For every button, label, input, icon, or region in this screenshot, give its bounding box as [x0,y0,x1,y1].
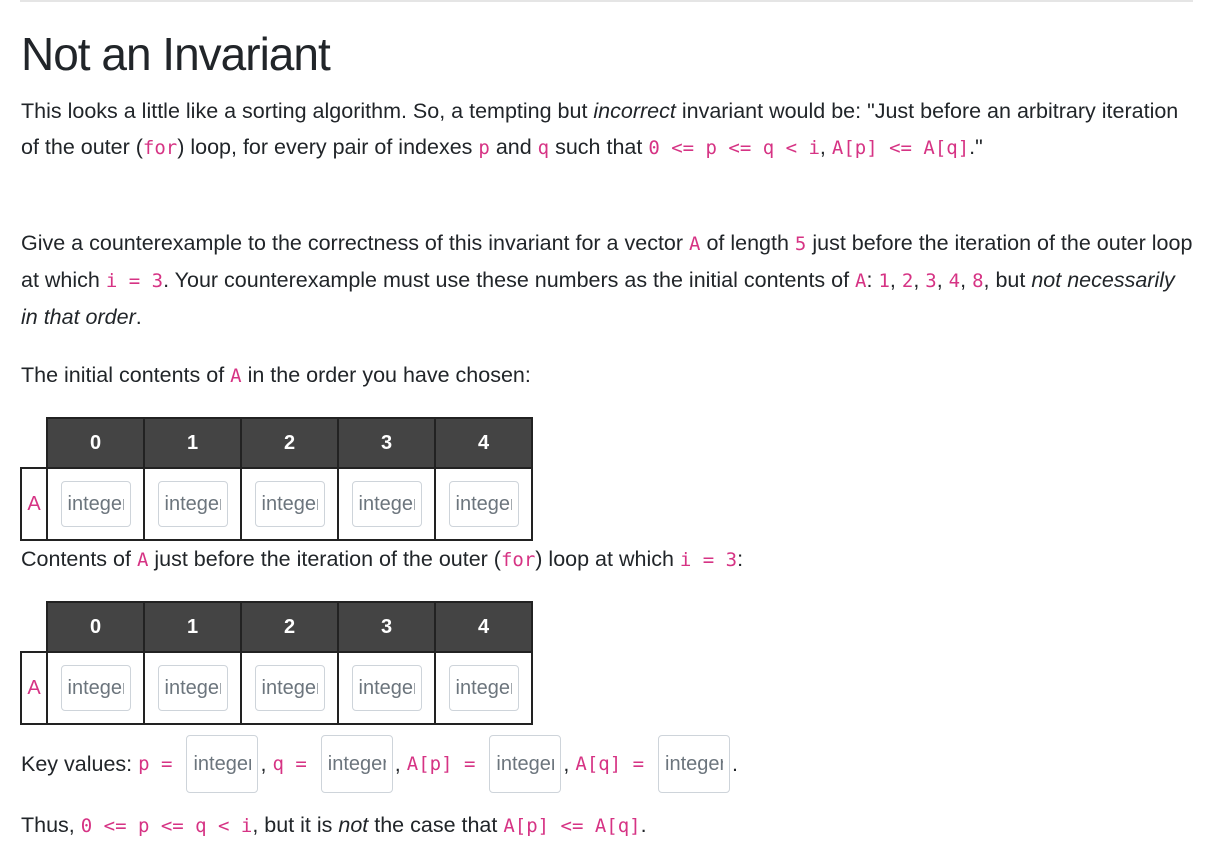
index-header: 1 [144,418,241,468]
row-label: A [21,652,47,724]
aq-label: A[q] = [575,753,645,775]
array-row [21,468,532,540]
conclusion-paragraph: Thus, 0 <= p <= q < i, but it is not the case that A[p] <= A[q]. [21,813,647,837]
before-a3-input[interactable] [352,665,422,711]
initial-a1-input[interactable] [158,481,228,527]
top-rule [20,0,1193,2]
q-label: q = [272,753,307,775]
before-a0-input[interactable] [61,665,131,711]
before-a4-input[interactable] [449,665,519,711]
index-header: 0 [47,602,144,652]
initial-a3-input[interactable] [352,481,422,527]
before-a2-input[interactable] [255,665,325,711]
index-header: 4 [435,418,532,468]
array-row [21,652,532,724]
index-header: 4 [435,602,532,652]
before-iteration-array-table [20,601,533,725]
initial-a2-input[interactable] [255,481,325,527]
key-values-label: Key values: [21,752,139,776]
initial-a0-input[interactable] [61,481,131,527]
index-header: 2 [241,418,338,468]
task-paragraph: Give a counterexample to the correctness of this invariant for a vector A of length 5 just before the iteration of the outer loop at which i = 3. Your counterexample must use these numbers as the initial contents of A: 1, 2, 3, 4, 8, but not necessarily in that order. [21,231,1193,329]
ap-input[interactable] [489,735,561,793]
index-header: 0 [47,418,144,468]
index-header: 1 [144,602,241,652]
index-header: 3 [338,602,435,652]
intro-paragraph: This looks a little like a sorting algorithm. So, a tempting but incorrect invariant would be: "Just before an arbitrary iteration of the outer (for) loop, for every pair of indexes p and q such that 0 <= p <= q < i, A[p] <= A[q]." [21,99,1179,159]
q-input[interactable] [321,735,393,793]
index-header: 3 [338,418,435,468]
page-title: Not an Invariant [21,28,330,80]
initial-contents-label: The initial contents of A in the order you have chosen: [21,363,531,387]
p-input[interactable] [186,735,258,793]
p-label: p = [138,753,173,775]
index-header: 2 [241,602,338,652]
before-a1-input[interactable] [158,665,228,711]
ap-label: A[p] = [406,753,476,775]
aq-input[interactable] [658,735,730,793]
initial-a4-input[interactable] [449,481,519,527]
index-header-row [21,602,532,652]
key-values-row: Key values: p = integer , q = integer , A[p] = integer , A[q] = integer . [21,735,1196,793]
initial-array-table [20,417,533,541]
before-iteration-label: Contents of A just before the iteration of the outer (for) loop at which i = 3: [21,547,744,571]
row-label: A [21,468,47,540]
index-header-row [21,418,532,468]
